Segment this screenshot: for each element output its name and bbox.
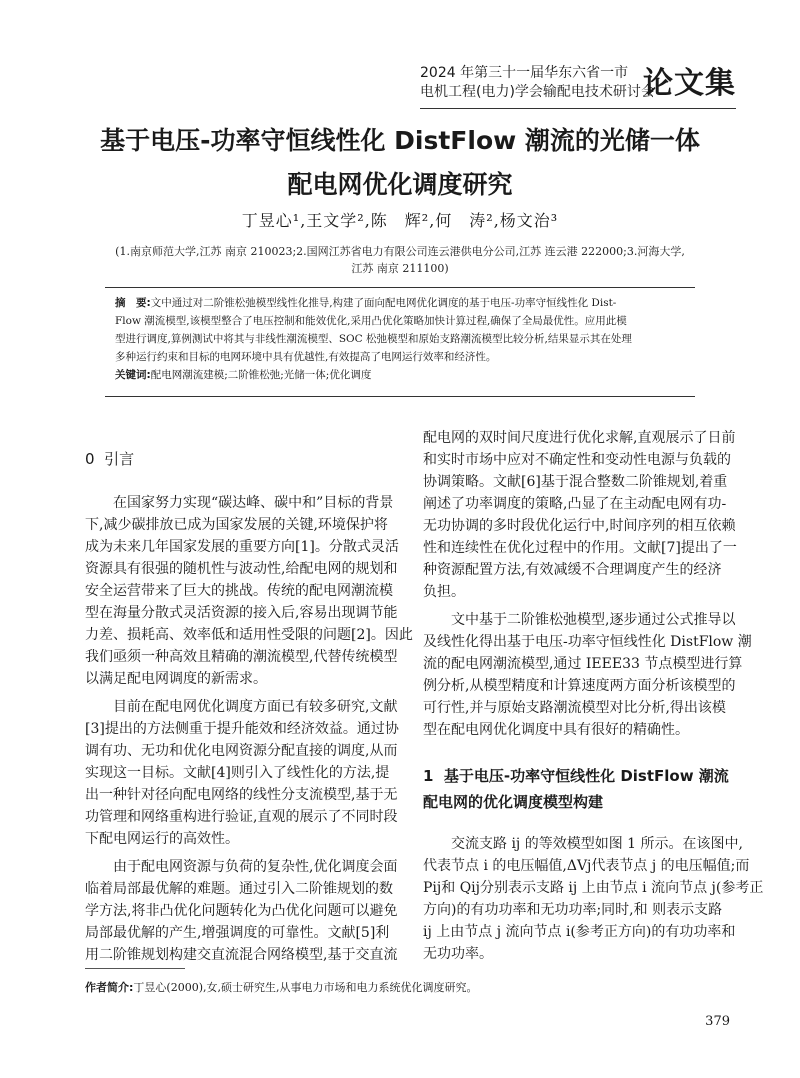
text-line: 流的配电网潮流模型,通过 IEEE33 节点模型进行算 <box>423 656 743 672</box>
text-line: Pij和 Qij分别表示支路 ij 上由节点 i 流向节点 j(参考正 <box>423 880 764 896</box>
text-line: 文中基于二阶锥松弛模型,逐步通过公式推导以 <box>451 612 736 628</box>
paragraph <box>85 856 398 966</box>
abstract-line: 多种运行约束和目标的电网环境中具有优越性,有效提高了电网运行效率和经济性。 <box>115 351 497 363</box>
text-line: 资源具有很强的随机性与波动性,给配电网的规划和 <box>85 561 398 577</box>
section1-title-line1 <box>423 763 733 789</box>
text-line: 方向)的有功功率和无功功率;同时,和 则表示支路 <box>423 902 723 918</box>
conference-header <box>420 64 736 110</box>
text-line: [3]提出的方法侧重于提升能效和经济效益。通过协 <box>85 721 399 737</box>
abstract-line <box>115 294 685 312</box>
section-number: 1 <box>423 767 434 785</box>
left-paragraphs <box>85 492 413 966</box>
text-line: 可行性,并与原始支路潮流模型对比分析,得出该模 <box>423 700 726 716</box>
text-line: 无功协调的多时段优化运行中,时间序列的相互依赖 <box>423 518 736 534</box>
affiliation-line1: (1.南京师范大学,江苏 南京 210023;2.国网江苏省电力有限公司连云港供电分公司,江苏 连云港 222000;3.河海大学, <box>115 245 685 258</box>
paper-title-line2: 配电网优化调度研究 <box>287 170 513 199</box>
right-paragraph-continued <box>423 427 737 603</box>
footnote-rule <box>85 968 185 969</box>
text-line: 调有功、无功和优化电网资源分配直接的调度,从而 <box>85 743 398 759</box>
text-line: 功管理和网络重构进行验证,直观的展示了不同时段 <box>85 809 398 825</box>
section-title: 引言 <box>104 450 135 468</box>
text-line: 型在海量分散式灵活资源的接入后,容易出现调节能 <box>85 605 398 621</box>
text-line: 配电网的双时间尺度进行优化求解,直观展示了日前 <box>423 430 736 446</box>
text-line: 阐述了功率调度的策略,凸显了在主动配电网有功- <box>423 496 727 512</box>
abstract-label: 摘 要: <box>115 297 151 309</box>
proceedings-label: 论文集 <box>643 66 736 101</box>
text-line: 学方法,将非凸优化问题转化为凸优化问题可以避免 <box>85 903 398 919</box>
text-line: 协调策略。文献[6]基于混合整数二阶锥规划,着重 <box>423 474 728 490</box>
page-number: 379 <box>705 1014 730 1029</box>
author-list: 丁昱心¹,王文学²,陈 辉²,何 涛²,杨文治³ <box>241 211 559 230</box>
text-line: 力差、损耗高、效率低和适用性受限的问题[2]。因此 <box>85 627 413 643</box>
text-line: 以满足配电网调度的新需求。 <box>85 671 267 687</box>
affiliations <box>100 243 700 277</box>
header-rule <box>420 108 736 109</box>
text-line: 由于配电网资源与负荷的复杂性,优化调度会面 <box>113 859 398 875</box>
text-line: 在国家努力实现“碳达峰、碳中和”目标的背景 <box>113 495 394 511</box>
text-line: 型在配电网优化调度中具有很好的精确性。 <box>423 722 689 738</box>
text-line: 负担。 <box>423 584 465 600</box>
right-column <box>423 427 764 965</box>
section-heading-1 <box>423 763 733 815</box>
footnote-label: 作者简介: <box>85 981 134 994</box>
footnote-text: 丁昱心(2000),女,硕士研究生,从事电力市场和电力系统优化调度研究。 <box>133 981 478 994</box>
paragraph <box>423 609 752 741</box>
abstract-line: 型进行调度,算例测试中将其与非线性潮流模型、SOC 松弛模型和原始支路潮流模型比较分析,结果显示其在处理 <box>115 333 632 345</box>
text-line: 下配电网运行的高效性。 <box>85 831 239 847</box>
section1-title-line2: 配电网的优化调度模型构建 <box>423 793 604 811</box>
text-line: 种资源配置方法,有效减缓不合理调度产生的经济 <box>423 562 722 578</box>
text-line: 安全运营带来了巨大的挑战。传统的配电网潮流模 <box>85 583 393 599</box>
text-line: 无功功率。 <box>423 946 493 962</box>
text-line: 实现这一目标。文献[4]则引入了线性化的方法,提 <box>85 765 390 781</box>
text-line: 目前在配电网优化调度方面已有较多研究,文献 <box>113 699 398 715</box>
text-line: 成为未来几年国家发展的重要方向[1]。分散式灵活 <box>85 539 399 555</box>
abstract-text: 文中通过对二阶锥松弛模型线性化推导,构建了面向配电网优化调度的基于电压-功率守恒线性化 Dist- <box>150 297 617 309</box>
text-line: 我们亟须一种高效且精确的潮流模型,代替传统模型 <box>85 649 398 665</box>
text-line: 用二阶锥规划构建交直流混合网络模型,基于交直流 <box>85 947 398 963</box>
section-heading-intro <box>85 446 395 472</box>
text-line: 性和连续性在优化过程中的作用。文献[7]提出了一 <box>423 540 737 556</box>
keywords-text: 配电网潮流建模;二阶锥松弛;光储一体;优化调度 <box>150 369 372 381</box>
abstract-line: Flow 潮流模型,该模型整合了电压控制和能效优化,采用凸优化策略加快计算过程,确保了全局最优性。应用此模 <box>115 315 627 327</box>
abstract-box <box>105 287 695 397</box>
keywords-label: 关键词: <box>115 369 151 381</box>
right-paragraph-2 <box>423 609 752 741</box>
text-line: 例分析,从模型精度和计算速度两方面分析该模型的 <box>423 678 736 694</box>
text-line: 下,减少碳排放已成为国家发展的关键,环境保护将 <box>85 517 388 533</box>
text-line: 代表节点 i 的电压幅值,ΔVj代表节点 j 的电压幅值;而 <box>423 858 750 874</box>
text-line: 及线性化得出基于电压-功率守恒线性化 DistFlow 潮 <box>423 634 752 650</box>
section-number: 0 <box>85 450 95 468</box>
left-column <box>85 446 413 966</box>
text-line: 出一种针对径向配电网络的线性分支流模型,基于无 <box>85 787 398 803</box>
section1-title-text: 基于电压-功率守恒线性化 DistFlow 潮流 <box>443 767 729 785</box>
author-footnote <box>85 980 725 996</box>
text-line: 交流支路 ij 的等效模型如图 1 所示。在该图中, <box>451 836 743 852</box>
text-line: 和实时市场中应对不确定性和变动性电源与负载的 <box>423 452 731 468</box>
text-line: 局部最优解的产生,增强调度的可靠性。文献[5]利 <box>85 925 390 941</box>
text-line: ij 上由节点 j 流向节点 i(参考正方向)的有功功率和 <box>423 924 736 940</box>
conference-name-line1: 2024 年第三十一届华东六省一市 <box>420 65 629 81</box>
paragraph <box>423 427 737 603</box>
text-line: 临着局部最优解的难题。通过引入二阶锥规划的数 <box>85 881 393 897</box>
paper-title-line1: 基于电压-功率守恒线性化 DistFlow 潮流的光储一体 <box>100 126 700 155</box>
affiliation-line2: 江苏 南京 211100) <box>351 262 449 275</box>
keywords-line <box>115 366 685 384</box>
conference-name-line2: 电机工程(电力)学会输配电技术研讨会 <box>420 84 655 100</box>
right-paragraph-3 <box>423 833 764 965</box>
paragraph <box>85 492 413 690</box>
paragraph <box>423 833 764 965</box>
paragraph <box>85 696 399 850</box>
